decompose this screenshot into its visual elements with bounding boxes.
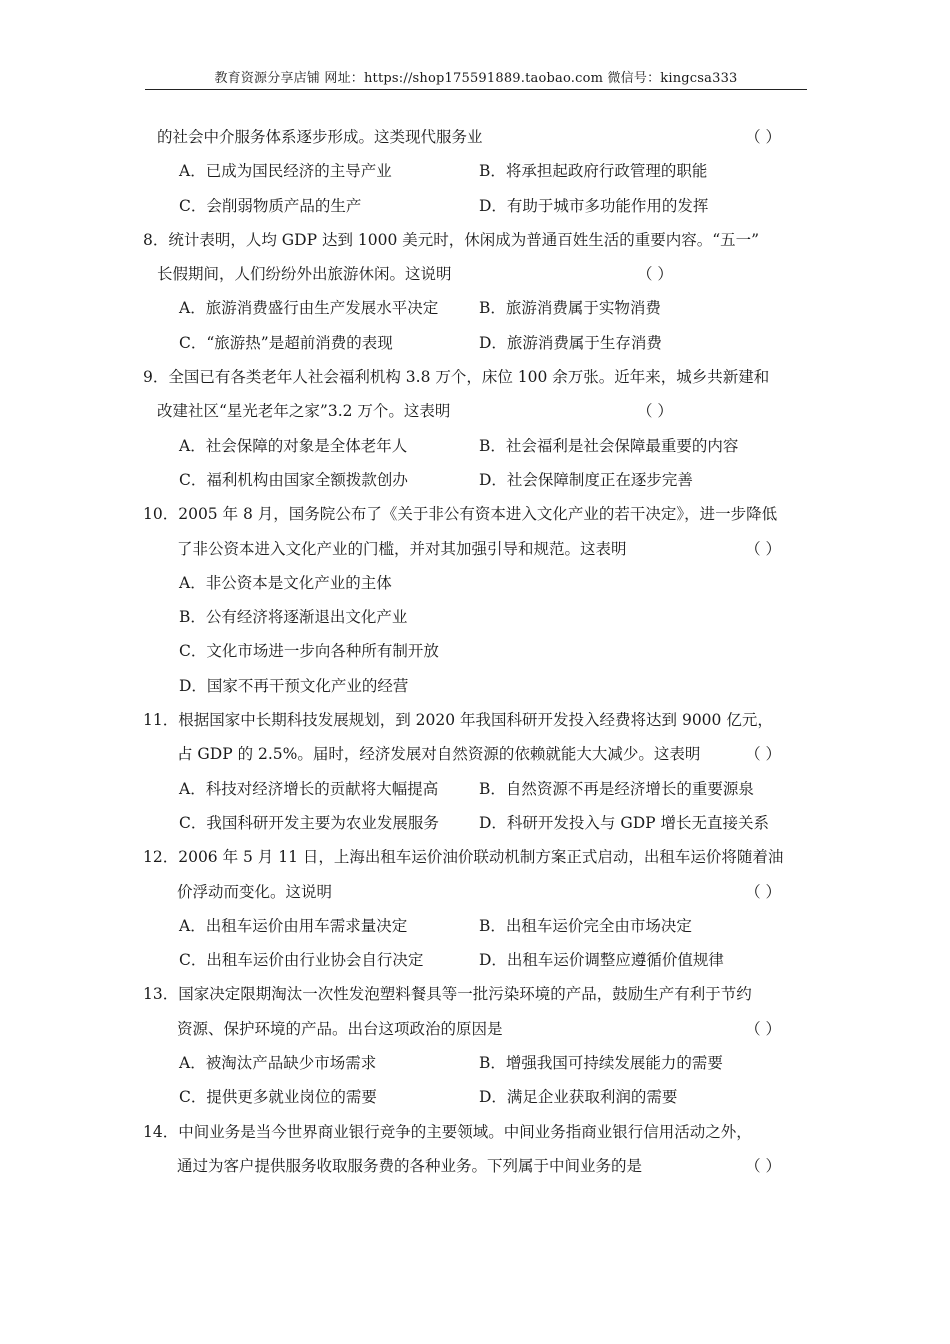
option-a: A．社会保障的对象是全体老年人 [179, 436, 408, 455]
answer-blank: （ ） [637, 265, 673, 284]
question-11-stem [143, 703, 811, 737]
option-d: D．出租车运价调整应遵循价值规律 [479, 951, 724, 970]
option-a: A．出租车运价由用车需求量决定 [179, 916, 408, 935]
answer-blank: （ ） [745, 745, 781, 764]
option-b: B．公有经济将逐渐退出文化产业 [179, 608, 408, 627]
question-10-stem-cont [143, 532, 811, 566]
question-list [143, 120, 811, 1183]
option-row [143, 154, 811, 188]
question-10-stem [143, 497, 811, 531]
option-b: B．出租车运价完全由市场决定 [479, 916, 692, 935]
stem-text: 10．2005 年 8 月，国务院公布了《关于非公有资本进入文化产业的若干决定》，进一步降低 [143, 505, 778, 524]
question-9-stem [143, 360, 811, 394]
option-row [143, 1080, 811, 1114]
option-row [143, 634, 811, 668]
question-12-stem-cont [143, 875, 811, 909]
option-d: D．旅游消费属于生存消费 [479, 333, 662, 352]
option-b: B．社会福利是社会保障最重要的内容 [479, 436, 739, 455]
answer-blank: （ ） [637, 402, 673, 421]
option-d: D．国家不再干预文化产业的经营 [179, 676, 409, 695]
stem-text: 12．2006 年 5 月 11 日，上海出租车运价油价联动机制方案正式启动，出租车运价将随着油 [143, 848, 784, 867]
question-14-stem-cont [143, 1149, 811, 1183]
option-c: C．文化市场进一步向各种所有制开放 [179, 642, 439, 661]
answer-blank: （ ） [745, 882, 781, 901]
option-row [143, 943, 811, 977]
stem-text: 13．国家决定限期淘汰一次性发泡塑料餐具等一批污染环境的产品，鼓励生产有利于节约 [143, 985, 752, 1004]
question-14-stem [143, 1115, 811, 1149]
stem-text: 8．统计表明，人均 GDP 达到 1000 美元时，休闲成为普通百姓生活的重要内容。“五一” [143, 230, 760, 249]
option-row [143, 1046, 811, 1080]
option-row [143, 463, 811, 497]
option-row [143, 291, 811, 325]
question-8-stem-cont [143, 257, 811, 291]
question-8-stem [143, 223, 811, 257]
stem-text: 占 GDP 的 2.5%。届时，经济发展对自然资源的依赖就能大大减少。这表明 [177, 745, 701, 764]
stem-text: 改建社区“星光老年之家”3.2 万个。这表明 [157, 402, 451, 421]
question-12-stem [143, 840, 811, 874]
option-d: D．满足企业获取利润的需要 [479, 1088, 678, 1107]
stem-text: 11．根据国家中长期科技发展规划，到 2020 年我国科研开发投入经费将达到 9000 亿元， [143, 711, 773, 730]
option-row [143, 600, 811, 634]
header-rule [145, 89, 807, 90]
option-a: A．旅游消费盛行由生产发展水平决定 [179, 299, 439, 318]
option-c: C．“旅游热”是超前消费的表现 [179, 333, 393, 352]
option-b: B．增强我国可持续发展能力的需要 [479, 1054, 723, 1073]
option-row [143, 326, 811, 360]
question-13-stem-cont [143, 1012, 811, 1046]
stem-text: 了非公资本进入文化产业的门槛，并对其加强引导和规范。这表明 [177, 539, 627, 558]
option-row [143, 669, 811, 703]
answer-blank: （ ） [745, 128, 781, 146]
stem-text: 通过为客户提供服务收取服务费的各种业务。下列属于中间业务的是 [177, 1156, 643, 1175]
option-d: D．社会保障制度正在逐步完善 [479, 470, 693, 489]
option-a: A．非公资本是文化产业的主体 [179, 573, 392, 592]
page-header: 教育资源分享店铺 网址：https://shop175591889.taobao.com 微信号：kingcsa333 [214, 71, 738, 86]
option-a: A．科技对经济增长的贡献将大幅提高 [179, 779, 439, 798]
option-a: A．已成为国民经济的主导产业 [179, 162, 392, 181]
option-b: B．自然资源不再是经济增长的重要源泉 [479, 779, 754, 798]
option-a: A．被淘汰产品缺少市场需求 [179, 1054, 377, 1073]
option-row [143, 806, 811, 840]
question-13-stem [143, 977, 811, 1011]
option-c: C．出租车运价由行业协会自行决定 [179, 951, 424, 970]
option-row [143, 566, 811, 600]
option-c: C．会削弱物质产品的生产 [179, 196, 362, 215]
option-d: D．科研开发投入与 GDP 增长无直接关系 [479, 813, 770, 832]
stem-text: 9．全国已有各类老年人社会福利机构 3.8 万个，床位 100 余万张。近年来，城乡共新建和 [143, 368, 770, 387]
stem-text: 价浮动而变化。这说明 [177, 882, 333, 901]
answer-blank: （ ） [745, 1156, 781, 1175]
option-c: C．我国科研开发主要为农业发展服务 [179, 813, 439, 832]
answer-blank: （ ） [745, 1019, 781, 1038]
stem-text: 14．中间业务是当今世界商业银行竞争的主要领域。中间业务指商业银行信用活动之外， [143, 1122, 752, 1141]
option-row [143, 909, 811, 943]
option-d: D．有助于城市多功能作用的发挥 [479, 196, 709, 215]
question-11-stem-cont [143, 737, 811, 771]
question-7-stem [143, 120, 811, 154]
option-c: C．福利机构由国家全额拨款创办 [179, 470, 408, 489]
option-c: C．提供更多就业岗位的需要 [179, 1088, 377, 1107]
option-b: B．旅游消费属于实物消费 [479, 299, 661, 318]
stem-text: 长假期间，人们纷纷外出旅游休闲。这说明 [157, 265, 452, 284]
option-row [143, 189, 811, 223]
option-row [143, 429, 811, 463]
option-row [143, 772, 811, 806]
stem-text: 资源、保护环境的产品。出台这项政治的原因是 [177, 1019, 503, 1038]
stem-text: 的社会中介服务体系逐步形成。这类现代服务业 [157, 128, 483, 146]
question-9-stem-cont [143, 394, 811, 428]
option-b: B．将承担起政府行政管理的职能 [479, 162, 708, 181]
answer-blank: （ ） [745, 539, 781, 558]
